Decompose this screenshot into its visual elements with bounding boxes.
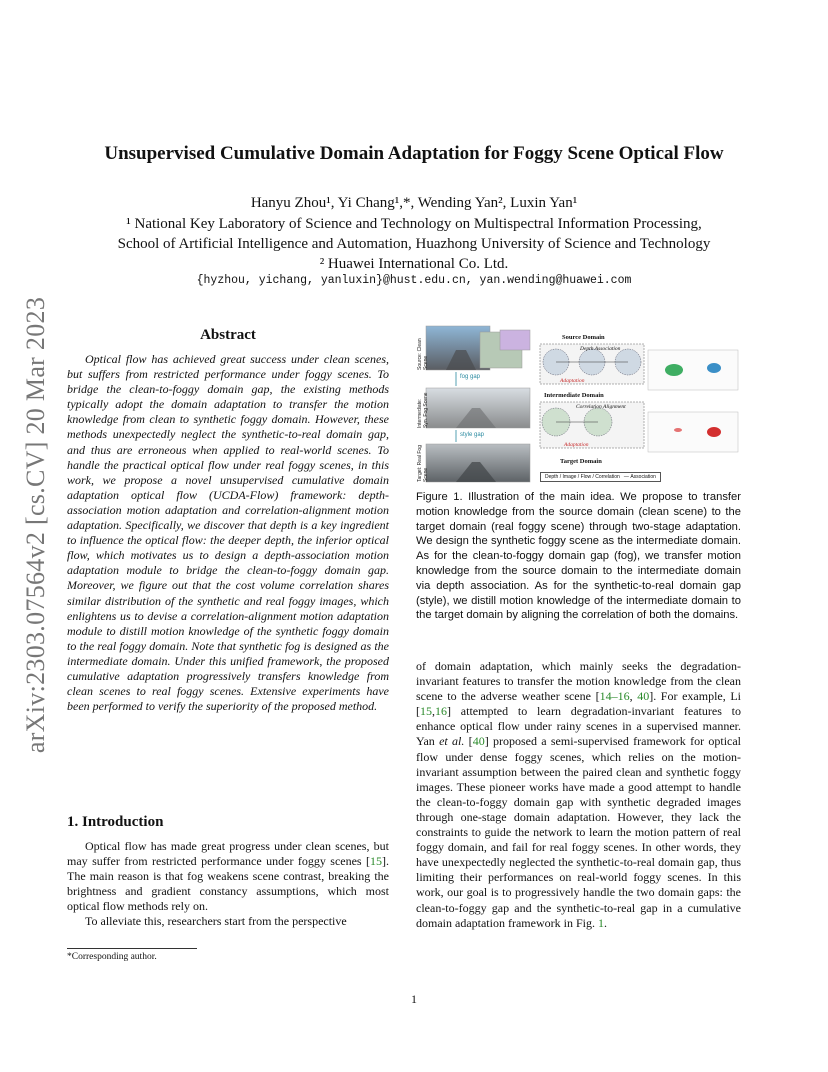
citation-link[interactable]: 40 [472, 734, 485, 749]
affiliations [0, 214, 828, 274]
author-emails: {hyzhou, yichang, yanluxin}@hust.edu.cn, yan.wending@huawei.com [196, 274, 632, 287]
citation-link[interactable]: 15 [370, 854, 382, 869]
footnote: *Corresponding author. [67, 952, 157, 962]
abstract-text: Optical flow has achieved great success under clean scenes, but suffers from restricted performance under foggy scenes. To bridge the clean-to-foggy domain gap, the existing methods typically adopt the domain adaptation to transfer the motion knowledge from clean to synthetic foggy domain. However, these methods unexpectedly neglect the synthetic-to-real domain gap, and thus are erroneous when applied to real-world scenes. To handle the practical optical flow under real foggy scenes, in this work, we propose a novel unsupervised cumulative domain adaptation optical flow (UCDA-Flow) framework: depth-association motion adaptation and correlation-alignment motion adaptation. Specifically, we discover that depth is a key ingredient to influence the optical flow: the deeper depth, the inferior optical flow, which motivates us to design a depth-association motion adaptation module to bridge the clean-to-foggy domain gap. Moreover, we figure out that the cost volume correlation shares similar distribution of the synthetic and real foggy images, which enlightens us to devise a correlation-alignment motion adaptation module to distill motion knowledge of the synthetic foggy domain to the real foggy domain. Note that synthetic fog is designed as the intermediate domain. Under this unified framework, the proposed cumulative adaptation progressively transfers knowledge from clean scenes to real foggy scenes. Extensive experiments have been performed to verify the superiority of the proposed method. [67, 352, 389, 714]
row-label-intermediate: Intermediate: Syn. Fog Scene [417, 392, 429, 428]
source-depth [500, 330, 530, 350]
citation-link[interactable]: 40 [637, 689, 650, 704]
target-flow [648, 412, 738, 452]
intro-paragraph-2: To alleviate this, researchers start from the perspective [85, 914, 347, 929]
arxiv-stamp [6, 290, 66, 760]
paper-title: Unsupervised Cumulative Domain Adaptation for Foggy Scene Optical Flow [104, 143, 724, 164]
legend-association: Association [630, 474, 656, 480]
row-label-target: Target: Real Fog Scene [417, 445, 429, 482]
citation-link[interactable]: 14–16 [599, 689, 630, 704]
source-domain-label: Source Domain [562, 334, 605, 341]
adaptation-label-1: Adaptation [560, 378, 585, 384]
figure-reference-link[interactable]: 1 [597, 915, 604, 930]
arxiv-id: arXiv:2303.07564v2 [cs.CV] 20 Mar 2023 [21, 296, 50, 754]
style-gap-label: style gap [460, 432, 485, 438]
affiliation-1: ¹ National Key Laboratory of Science and Technology on Multispectral Information Processing, [126, 216, 702, 232]
target-domain-label: Target Domain [560, 458, 602, 465]
intermediate-domain-label: Intermediate Domain [544, 392, 604, 399]
figure-1-caption: Figure 1. Illustration of the main idea. We propose to transfer motion knowledge from the source domain (clean scene) to the target domain (real foggy scene) through two-stage adaptation. We design the synthetic foggy scene as the intermediate domain. As for the clean-to-foggy domain gap (fog), we transfer motion knowledge from the source domain to the intermediate domain via depth association. As for the synthetic-to-real domain gap (style), we distill motion knowledge of the intermediate domain to the target domain by aligning the correlation of both the domains. [416, 491, 741, 622]
figure-legend: Depth / Image / Flow / Correlation — Association [540, 472, 661, 482]
depth-association-label: Depth Association [580, 346, 621, 352]
citation-link[interactable]: 16 [435, 704, 447, 719]
fog-gap-label: fog gap [460, 374, 481, 380]
figure-1 [416, 322, 742, 484]
footnote-divider [67, 948, 197, 949]
section-heading-introduction: 1. Introduction [67, 814, 164, 830]
legend-markers: Depth / Image / Flow / Correlation [545, 474, 620, 480]
citation-link[interactable]: 15 [420, 704, 432, 719]
source-flow [648, 350, 738, 390]
adaptation-label-2: Adaptation [564, 442, 589, 448]
abstract-heading: Abstract [200, 327, 256, 343]
introduction-text [67, 839, 389, 930]
affiliation-1b: School of Artificial Intelligence and Automation, Huazhong University of Science and Technology [117, 236, 711, 252]
row-label-source: Source: Clean Scene [417, 338, 429, 370]
correlation-alignment-label: Correlation Alignment [576, 404, 626, 410]
author-list: Hanyu Zhou¹, Yi Chang¹,*, Wending Yan², Luxin Yan¹ [250, 195, 578, 211]
intro-paragraph-1: Optical flow has made great progress under clean scenes, but may suffer from restricted performance under foggy scenes [15]. The main reason is that fog weakens scene contrast, breaking the brightness and gradient constancy assumptions, which most optical flow methods rely on. [67, 839, 389, 914]
page-number: 1 [411, 992, 417, 1006]
right-column-text: of domain adaptation, which mainly seeks the degradation-invariant features to transfer the motion knowledge from the clean scene to the adverse weather scene [14–16, 40]. For example, Li [15,16] attempted to learn degradation-invariant features to enhance optical flow under rainy scenes in a supervised manner. Yan et al. [40] proposed a semi-supervised framework for optical flow under dense foggy scenes, which relies on the motion-invariant assumption between the paired clean and synthetic foggy images. These pioneer works have made a good attempt to handle the clean-to-foggy domain gap with synthetic degraded images through one-stage domain adaptation. However, they lack the constraints to guide the network to learn the motion pattern of real foggy domain, and fail for real foggy scenes. In other words, they have unexpectedly neglected the synthetic-to-real domain gap, thus limiting their performances on real-world foggy scenes. In this work, our goal is to progressively handle the two domain gaps: the clean-to-foggy gap and the synthetic-to-real gap in a cumulative domain adaptation framework in Fig. 1. [416, 659, 742, 930]
affiliation-2: ² Huawei International Co. Ltd. [319, 256, 509, 272]
